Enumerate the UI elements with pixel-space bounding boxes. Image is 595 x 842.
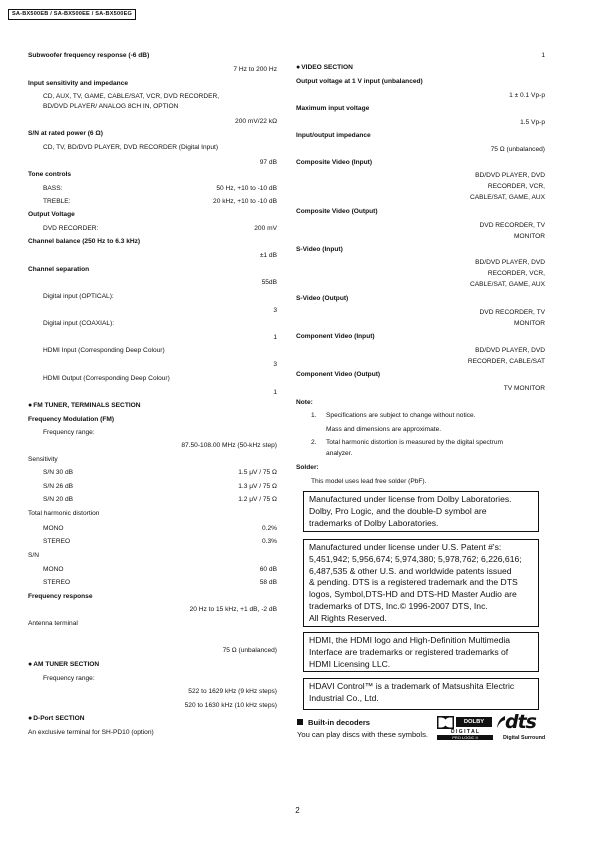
square-bullet-icon: [297, 719, 303, 725]
sn-stereo-value: 58 dB: [259, 579, 277, 586]
cvid-in-l1: BD/DVD PLAYER, DVD: [475, 347, 545, 354]
dts-word: dts: [505, 711, 536, 733]
sn-label: S/N: [28, 552, 39, 559]
hdmi-notice-line3: HDMI Licensing LLC.: [309, 658, 391, 669]
treble-label: TREBLE:: [43, 198, 71, 205]
optical-value: 3: [273, 307, 277, 314]
dts-digital-surround: Digital Surround: [503, 735, 546, 741]
sn-rated-desc: CD, TV, BD/DVD PLAYER, DVD RECORDER (Digital Input): [43, 144, 219, 151]
hdavi-notice-box: [303, 678, 539, 710]
comp-in-l3: CABLE/SAT, GAME, AUX: [470, 194, 545, 201]
hdmi-notice-box: [303, 632, 539, 672]
fm-range-value: 87.50-108.00 MHz (50-kHz step): [181, 442, 277, 449]
input-sens-line2: BD/DVD PLAYER/ ANALOG 8CH IN, OPTION: [43, 103, 179, 110]
dolby-notice-line1: Manufactured under license from Dolby Laboratories.: [309, 494, 512, 504]
thd-mono-label: MONO: [43, 525, 64, 532]
solder-title: Solder:: [296, 464, 319, 471]
svid-out-l1: DVD RECORDER, TV: [479, 309, 545, 316]
sn26-value: 1.3 μV / 75 Ω: [238, 483, 277, 490]
svid-out-l2: MONITOR: [513, 320, 545, 327]
dolby-logo: [437, 716, 493, 740]
out-voltage-title: Output voltage at 1 V input (unbalanced): [296, 78, 423, 85]
dvd-rec-value: 200 mV: [254, 225, 277, 232]
dolby-notice-line3: trademarks of Dolby Laboratories.: [309, 517, 439, 528]
input-sens-value: 200 mV/22 kΩ: [235, 118, 277, 125]
am-range-value-2: 520 to 1630 kHz (10 kHz steps): [184, 702, 277, 709]
am-section-heading: ● AM TUNER SECTION: [28, 661, 99, 668]
hdmi-out-label: HDMI Output (Corresponding Deep Colour): [43, 375, 170, 382]
decoders-text: You can play discs with these symbols.: [297, 730, 428, 739]
sensitivity-label: Sensitivity: [28, 456, 58, 463]
am-range-label: Frequency range:: [43, 675, 95, 682]
optical-label: Digital input (OPTICAL):: [43, 293, 114, 300]
dts-notice-line1: Manufactured under license under U.S. Patent #'s:: [309, 542, 502, 552]
dvd-rec-label: DVD RECORDER:: [43, 225, 99, 232]
note2-number: 2.: [311, 439, 317, 446]
sn-rated-value: 97 dB: [259, 159, 277, 166]
dts-notice-line4: & pending. DTS is a registered trademark and the DTS: [309, 577, 518, 588]
hdavi-notice-line1: HDAVI Control™ is a trademark of Matsushita Electric: [309, 681, 515, 691]
decoders-title: Built-in decoders: [308, 718, 371, 727]
separation-title: Channel separation: [28, 266, 90, 273]
separation-value: 55dB: [261, 279, 277, 286]
thd-stereo-label: STEREO: [43, 538, 71, 545]
hdmi-notice-line2: Interface are trademarks or registered trademarks of: [309, 646, 509, 657]
svid-in-l3: CABLE/SAT, GAME, AUX: [470, 281, 545, 288]
output-voltage-title: Output Voltage: [28, 211, 75, 218]
svid-in-l2: RECORDER, VCR,: [487, 270, 545, 277]
fm-section-heading: ● FM TUNER, TERMINALS SECTION: [28, 402, 141, 409]
dts-notice-line5: logos, Symbol,DTS-HD and DTS-HD Master Audio are: [309, 589, 517, 600]
antenna-value: 75 Ω (unbalanced): [222, 647, 277, 654]
dolby-word: DOLBY: [456, 717, 492, 727]
note2-line1: Total harmonic distortion is measured by the digital spectrum: [326, 439, 504, 446]
comp-out-title: Composite Video (Output): [296, 208, 378, 215]
balance-title: Channel balance (250 Hz to 6.3 kHz): [28, 238, 141, 245]
dts-notice-line7: All Rights Reserved.: [309, 612, 387, 623]
fm-mod-title: Frequency Modulation (FM): [28, 416, 115, 423]
svid-in-title: S-Video (Input): [296, 246, 343, 253]
dolby-pro-logic-word: PRO LOGIC II: [437, 735, 493, 740]
freq-resp-value: 20 Hz to 15 kHz, +1 dB, -2 dB: [189, 606, 277, 613]
hdmi-in-label: HDMI Input (Corresponding Deep Colour): [43, 347, 165, 354]
cvid-out-l1: TV MONITOR: [503, 385, 545, 392]
tone-title: Tone controls: [28, 171, 72, 178]
cvid-in-l2: RECORDER, CABLE/SAT: [467, 358, 545, 365]
hdmi-out-value: 1: [273, 389, 277, 396]
dolby-notice-line2: Dolby, Pro Logic, and the double-D symbol are: [309, 505, 487, 516]
comp-in-l2: RECORDER, VCR,: [487, 183, 545, 190]
note1-text: Specifications are subject to change without notice.: [326, 412, 476, 419]
hdavi-notice-line2: Industrial Co., Ltd.: [309, 692, 379, 703]
sn-stereo-label: STEREO: [43, 579, 71, 586]
dolby-notice-box: [303, 491, 539, 532]
am-range-value-1: 522 to 1629 kHz (9 kHz steps): [188, 688, 277, 695]
sn20-label: S/N 20 dB: [43, 496, 74, 503]
input-sens-line1: CD, AUX, TV, GAME, CABLE/SAT, VCR, DVD RECORDER,: [43, 93, 220, 100]
svid-out-title: S-Video (Output): [296, 295, 349, 302]
thd-stereo-value: 0.3%: [261, 538, 277, 545]
treble-value: 20 kHz, +10 to -10 dB: [213, 198, 277, 205]
io-imp-value: 75 Ω (unbalanced): [490, 146, 545, 153]
dts-notice-line3: 6,487,535 & other U.S. and worldwide patents issued: [309, 565, 512, 576]
dport-section-heading: ● D-Port SECTION: [28, 715, 85, 722]
coaxial-label: Digital input (COAXIAL):: [43, 320, 115, 327]
hdmi-in-value: 3: [273, 361, 277, 368]
right-top-value: 1: [541, 52, 545, 59]
sub-freq-title: Subwoofer frequency response (-6 dB): [28, 52, 150, 59]
note2-line2: analyzer.: [326, 450, 353, 457]
hdmi-notice-line1: HDMI, the HDMI logo and High-Definition Multimedia: [309, 635, 511, 645]
model-header: SA-BX500EB / SA-BX500EE / SA-BX500EG: [8, 9, 136, 20]
input-sens-title: Input sensitivity and impedance: [28, 80, 129, 87]
out-voltage-value: 1 ± 0.1 Vp-p: [509, 92, 545, 99]
dts-logo: [496, 711, 556, 742]
thd-label: Total harmonic distortion: [28, 510, 100, 517]
sn30-value: 1.5 μV / 75 Ω: [238, 469, 277, 476]
cvid-out-title: Component Video (Output): [296, 371, 381, 378]
bass-label: BASS:: [43, 185, 63, 192]
thd-mono-value: 0.2%: [261, 525, 277, 532]
sn20-value: 1.2 μV / 75 Ω: [238, 496, 277, 503]
antenna-label: Antenna terminal: [28, 620, 78, 627]
solder-text: This model uses lead free solder (PbF).: [311, 478, 427, 485]
note1-number: 1.: [311, 412, 317, 419]
dts-notice-box: [303, 539, 539, 627]
comp-out-l2: MONITOR: [513, 233, 545, 240]
sn26-label: S/N 26 dB: [43, 483, 74, 490]
sn-mono-value: 60 dB: [259, 566, 277, 573]
note-title: Note:: [296, 399, 313, 406]
io-imp-title: Input/output impedance: [296, 132, 371, 139]
comp-out-l1: DVD RECORDER, TV: [479, 222, 545, 229]
max-input-title: Maximum input voltage: [296, 105, 370, 112]
double-d-icon: [437, 716, 454, 729]
comp-in-l1: BD/DVD PLAYER, DVD: [475, 172, 545, 179]
sn-rated-title: S/N at rated power (6 Ω): [28, 130, 103, 137]
freq-resp-title: Frequency response: [28, 593, 93, 600]
dts-notice-line6: trademarks of DTS, Inc.© 1996-2007 DTS, Inc.: [309, 600, 488, 611]
comp-in-title: Composite Video (Input): [296, 159, 373, 166]
video-section-heading: ● VIDEO SECTION: [296, 64, 353, 71]
dolby-digital-word: D I G I T A L: [451, 729, 479, 735]
dts-notice-line2: 5,451,942; 5,956,674; 5,974,380; 5,978,762; 6,226,616;: [309, 553, 522, 564]
cvid-in-title: Component Video (Input): [296, 333, 375, 340]
balance-value: ±1 dB: [259, 252, 277, 259]
decoders-title-row: [297, 718, 370, 727]
coaxial-value: 1: [273, 334, 277, 341]
dport-desc: An exclusive terminal for SH-PD10 (option): [28, 729, 154, 736]
page-number: 2: [295, 806, 300, 815]
fm-range-label: Frequency range:: [43, 429, 95, 436]
bass-value: 50 Hz, +10 to -10 dB: [216, 185, 277, 192]
sn-mono-label: MONO: [43, 566, 64, 573]
svid-in-l1: BD/DVD PLAYER, DVD: [475, 259, 545, 266]
note1-sub: Mass and dimensions are approximate.: [326, 426, 442, 433]
max-input-value: 1.5 Vp-p: [520, 119, 545, 126]
sn30-label: S/N 30 dB: [43, 469, 74, 476]
sub-freq-value: 7 Hz to 200 Hz: [233, 66, 277, 73]
